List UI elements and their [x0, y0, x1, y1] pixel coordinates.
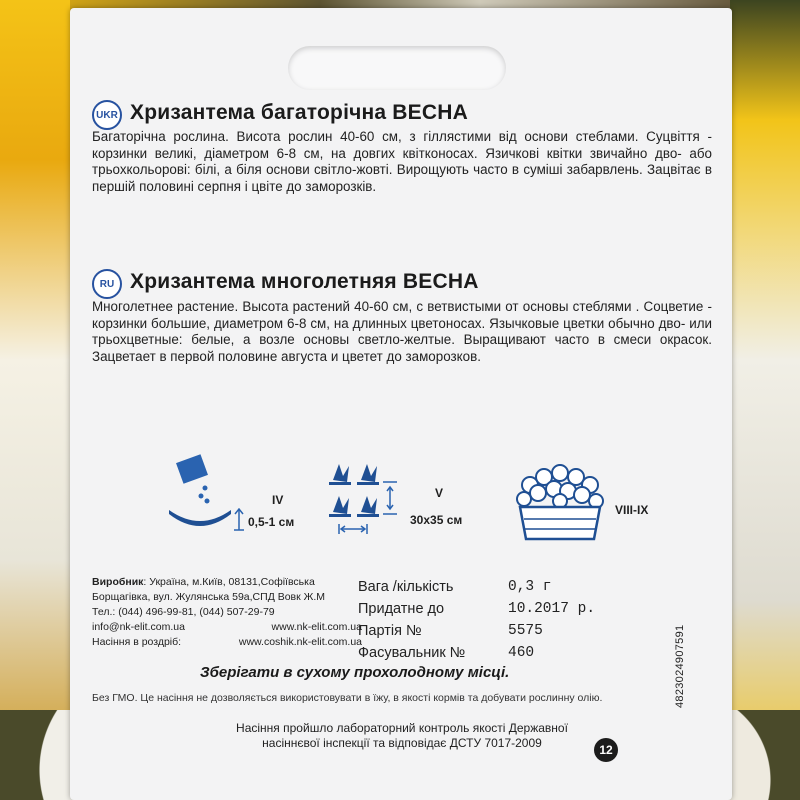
hanging-hole	[288, 46, 506, 90]
number-badge: 12	[594, 738, 618, 762]
ru-description: Многолетнее растение. Высота растений 40-60 см, с ветвистыми от основы стеблями . Соцветие - корзинки большие, диаметром 6-8 см, на длинных цветоносах. Язычковые цветки обычно дво- или трьохцветные: белые, а возле основы светло-желтые. Выращивают часто в смеси окрасок. Зацветает в первой половине августа и цветет до заморозков.	[92, 299, 712, 364]
packet-info-table	[358, 576, 658, 664]
barcode-number: 4823024907591	[674, 624, 686, 708]
planting-month: V	[435, 486, 444, 500]
expiry-value: 10.2017 р.	[508, 601, 596, 617]
retail-label: Насіння в роздріб:	[92, 636, 182, 648]
planting-spacing-icon	[325, 460, 405, 540]
batch-value: 5575	[508, 623, 543, 639]
expiry-label: Придатне до	[358, 601, 445, 617]
manufacturer-phones: Тел.: (044) 496-99-81, (044) 507-29-79	[92, 606, 275, 618]
packer-value: 460	[508, 645, 535, 661]
info-row-expiry	[358, 598, 658, 620]
flowering-months: VIII-IX	[615, 503, 649, 517]
ru-title: Хризантема многолетняя ВЕСНА	[130, 270, 479, 293]
info-row-batch	[358, 620, 658, 642]
ukr-description: Багаторічна рослина. Висота рослин 40-60 см, з гіллястими від основи стеблами. Суцвіття - корзинки великі, діаметром 6-8 см, на довгих квітконосах. Язичкові квітки звичайно дво- або трьохкольорові: білі, а біля основи світло-жовті. Вирощують часто в суміші забарвлень. Зацвітає в першій половині серпня і цвіте до заморозків.	[92, 129, 712, 194]
background-flower-left	[0, 0, 70, 800]
sowing-icon	[165, 454, 235, 534]
lab-note-line-1: Насіння пройшло лабораторний контроль якості Державної	[236, 721, 568, 735]
depth-arrow-icon	[232, 508, 246, 532]
lab-note-line-2: насіннєвої інспекції та відповідає ДСТУ 7017-2009	[262, 736, 542, 750]
weight-label: Вага /кількість	[358, 579, 454, 595]
packer-label: Фасувальник №	[358, 645, 466, 661]
gmo-note: Без ГМО. Це насіння не дозволяється використовувати в їжу, в якості кормів та добувати рослинну олію.	[92, 692, 603, 704]
manufacturer-label: Виробник	[92, 576, 144, 588]
retail-website: www.coshik.nk-elit.com.ua	[238, 636, 362, 648]
manufacturer-email: info@nk-elit.com.ua	[92, 621, 185, 633]
sowing-month: IV	[272, 493, 284, 507]
storage-note: Зберігати в сухому прохолодному місці.	[200, 664, 510, 681]
seed-packet-back	[70, 8, 732, 800]
lab-control-note	[92, 721, 712, 751]
flowering-pot-icon	[510, 463, 610, 543]
planting-spacing: 30x35 см	[410, 513, 463, 527]
manufacturer-address-1: : Україна, м.Київ, 08131,Софіївська	[143, 576, 315, 588]
info-row-packer	[358, 642, 658, 664]
background-flower-right	[730, 0, 800, 800]
ru-language-badge: RU	[92, 269, 122, 299]
info-row-weight	[358, 576, 658, 598]
sowing-depth: 0,5-1 см	[248, 515, 295, 529]
weight-value: 0,3 г	[508, 579, 552, 595]
batch-label: Партія №	[358, 623, 422, 639]
manufacturer-info	[92, 575, 362, 650]
ukr-language-badge: UKR	[92, 100, 122, 130]
manufacturer-address-2: Борщагівка, вул. Жулянська 59а,СПД Вовк Ж.М	[92, 591, 326, 603]
manufacturer-website: www.nk-elit.com.ua	[271, 621, 362, 633]
ukr-title: Хризантема багаторічна ВЕСНА	[130, 101, 468, 124]
